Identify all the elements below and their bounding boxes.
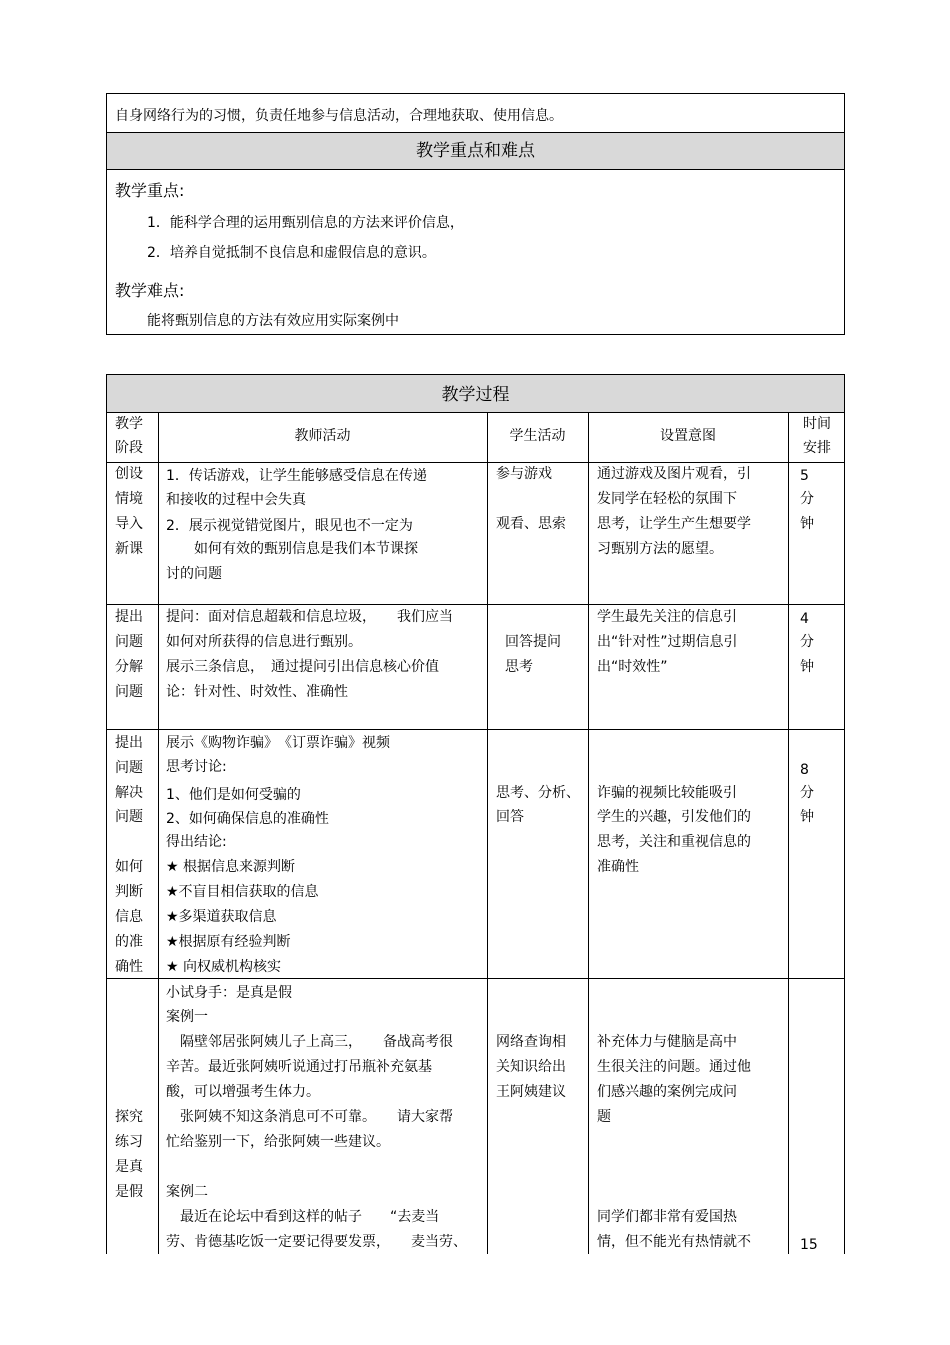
student-activity-line: 王阿姨建议 (496, 1084, 566, 1100)
teacher-activity-line: 隔壁邻居张阿姨儿子上高三， 备战高考很 (166, 1034, 453, 1050)
column-divider (788, 412, 789, 1254)
col-header-stage: 阶段 (115, 440, 143, 456)
stage-cell: 情境 (115, 491, 143, 507)
time-cell: 钟 (800, 659, 814, 675)
intent-line: 准确性 (597, 859, 639, 875)
key-points-title: 教学重点: (115, 181, 185, 200)
teacher-activity-line: 劳、肯德基吃饭一定要记得要发票， 麦当劳、 (166, 1234, 467, 1250)
column-divider (487, 412, 488, 1254)
teacher-activity-line: 1、他们是如何受骗的 (166, 787, 301, 803)
time-cell: 分 (800, 634, 814, 650)
teacher-activity-line: 论：针对性、时效性、准确性 (166, 684, 348, 700)
row-divider (107, 604, 844, 605)
student-activity-line: 关知识给出 (496, 1059, 566, 1075)
teacher-activity-line: 酸，可以增强考生体力。 (166, 1084, 320, 1100)
conclusion-item: ★ 根据信息来源判断 (166, 859, 296, 875)
time-cell: 4 (800, 611, 809, 627)
intent-line: 生很关注的问题。通过他 (597, 1059, 751, 1075)
intent-line: 诈骗的视频比较能吸引 (597, 785, 737, 801)
stage-cell: 提出 (115, 609, 143, 625)
col-header-student: 学生活动 (509, 428, 566, 444)
student-activity-line: 回答提问 (505, 634, 561, 650)
teacher-activity-line: 案例一 (166, 1009, 208, 1025)
intent-line: 题 (597, 1109, 611, 1125)
row-divider (107, 462, 844, 463)
teaching-process-table (106, 374, 845, 1254)
intent-line: 思考，让学生产生想要学 (597, 516, 751, 532)
teacher-activity-line: 展示三条信息， 通过提问引出信息核心价值 (166, 659, 439, 675)
stage-cell: 判断 (115, 884, 143, 900)
time-cell: 分 (800, 491, 814, 507)
conclusion-item: ★根据原有经验判断 (166, 934, 291, 950)
stage-cell: 新课 (115, 541, 143, 557)
intent-line: 补充体力与健脑是高中 (597, 1034, 737, 1050)
stage-cell: 解决 (115, 785, 143, 801)
teacher-activity-line: 展示《购物诈骗》 《订票诈骗》视频 (166, 735, 390, 751)
student-activity-line: 网络查询相 (496, 1034, 566, 1050)
intent-line: 学生的兴趣，引发他们的 (597, 809, 751, 825)
conclusion-item: ★多渠道获取信息 (166, 909, 277, 925)
stage-cell: 练习 (115, 1134, 143, 1150)
intent-line: 习甄别方法的愿望。 (597, 541, 723, 557)
student-activity-line: 思考 (505, 659, 533, 675)
intent-line: 出“针对性”过期信息引 (597, 634, 738, 650)
teacher-activity-line: 最近在论坛中看到这样的帖子 “去麦当 (166, 1209, 440, 1225)
time-cell: 分 (800, 785, 814, 801)
teacher-activity-line: 忙给鉴别一下，给张阿姨一些建议。 (166, 1134, 390, 1150)
intent-line: 情，但不能光有热情就不 (597, 1234, 751, 1250)
time-cell: 钟 (800, 809, 814, 825)
student-activity-line: 回答 (496, 809, 524, 825)
teacher-activity-line: 辛苦。最近张阿姨听说通过打吊瓶补充氨基 (166, 1059, 432, 1075)
stage-cell: 分解 (115, 659, 143, 675)
intent-line: 出“时效性” (597, 659, 668, 675)
teacher-activity-line: 2、如何确保信息的准确性 (166, 811, 329, 827)
intent-line: 思考，关注和重视信息的 (597, 834, 751, 850)
stage-cell: 问题 (115, 809, 143, 825)
col-header-time: 安排 (803, 440, 831, 456)
key-points-table (106, 93, 845, 335)
teacher-activity-line: 张阿姨不知这条消息可不可靠。 请大家帮 (166, 1109, 453, 1125)
conclusion-item: ★不盲目相信获取的信息 (166, 884, 319, 900)
time-cell: 5 (800, 468, 809, 484)
stage-cell: 信息 (115, 909, 143, 925)
row-divider (107, 978, 844, 979)
teacher-activity-line: 提问：面对信息超载和信息垃圾， 我们应当 (166, 609, 453, 625)
stage-cell: 问题 (115, 760, 143, 776)
teacher-activity-line: 小试身手：是真是假 (166, 985, 292, 1001)
col-header-intent: 设置意图 (660, 428, 716, 444)
difficulty-text: 能将甄别信息的方法有效应用实际案例中 (147, 313, 399, 329)
key-points-header: 教学重点和难点 (107, 132, 844, 170)
col-header-stage: 教学 (115, 416, 143, 432)
teacher-activity-line: 讨的问题 (166, 566, 222, 582)
row-divider (107, 729, 844, 730)
time-cell: 15 (800, 1237, 818, 1253)
teacher-activity-line: 和接收的过程中会失真 (166, 492, 306, 508)
key-point-item: 1．能科学合理的运用甄别信息的方法来评价信息， (147, 215, 464, 231)
stage-cell: 是假 (115, 1184, 143, 1200)
stage-cell: 提出 (115, 735, 143, 751)
intent-line: 通过游戏及图片观看，引 (597, 466, 751, 482)
teacher-activity-line: 2．展示视觉错觉图片，眼见也不一定为 (166, 518, 413, 534)
intent-line: 学生最先关注的信息引 (597, 609, 737, 625)
teaching-process-header: 教学过程 (107, 375, 844, 413)
stage-cell: 导入 (115, 516, 143, 532)
stage-cell: 问题 (115, 684, 143, 700)
student-activity-line: 观看、思索 (496, 516, 566, 532)
column-divider (158, 412, 159, 1254)
teacher-activity-line: 1．传话游戏，让学生能够感受信息在传递 (166, 468, 427, 484)
teacher-activity-line: 案例二 (166, 1184, 208, 1200)
intent-line: 们感兴趣的案例完成问 (597, 1084, 737, 1100)
time-cell: 钟 (800, 516, 814, 532)
stage-cell: 问题 (115, 634, 143, 650)
teacher-activity-line: 思考讨论: (166, 759, 227, 775)
stage-cell: 确性 (115, 959, 143, 975)
stage-cell: 探究 (115, 1109, 143, 1125)
student-activity-line: 思考、分析、 (496, 785, 580, 801)
teacher-activity-line: 如何有效的甄别信息是我们本节课探 (166, 541, 418, 557)
objective-continuation: 自身网络行为的习惯，负责任地参与信息活动，合理地获取、使用信息。 (115, 108, 563, 124)
teacher-activity-line: 得出结论: (166, 834, 227, 850)
key-point-item: 2．培养自觉抵制不良信息和虚假信息的意识。 (147, 245, 436, 261)
difficulty-title: 教学难点: (115, 281, 185, 300)
column-divider (588, 412, 589, 1254)
conclusion-item: ★ 向权威机构核实 (166, 959, 282, 975)
stage-cell: 是真 (115, 1159, 143, 1175)
col-header-time: 时间 (803, 416, 831, 432)
student-activity-line: 参与游戏 (496, 466, 552, 482)
intent-line: 发同学在轻松的氛围下 (597, 491, 737, 507)
col-header-teacher: 教师活动 (294, 428, 351, 444)
intent-line: 同学们都非常有爱国热 (597, 1209, 737, 1225)
stage-cell: 如何 (115, 859, 143, 875)
teacher-activity-line: 如何对所获得的信息进行甄别。 (166, 634, 362, 650)
stage-cell: 的准 (115, 934, 143, 950)
time-cell: 8 (800, 762, 809, 778)
stage-cell: 创设 (115, 466, 143, 482)
